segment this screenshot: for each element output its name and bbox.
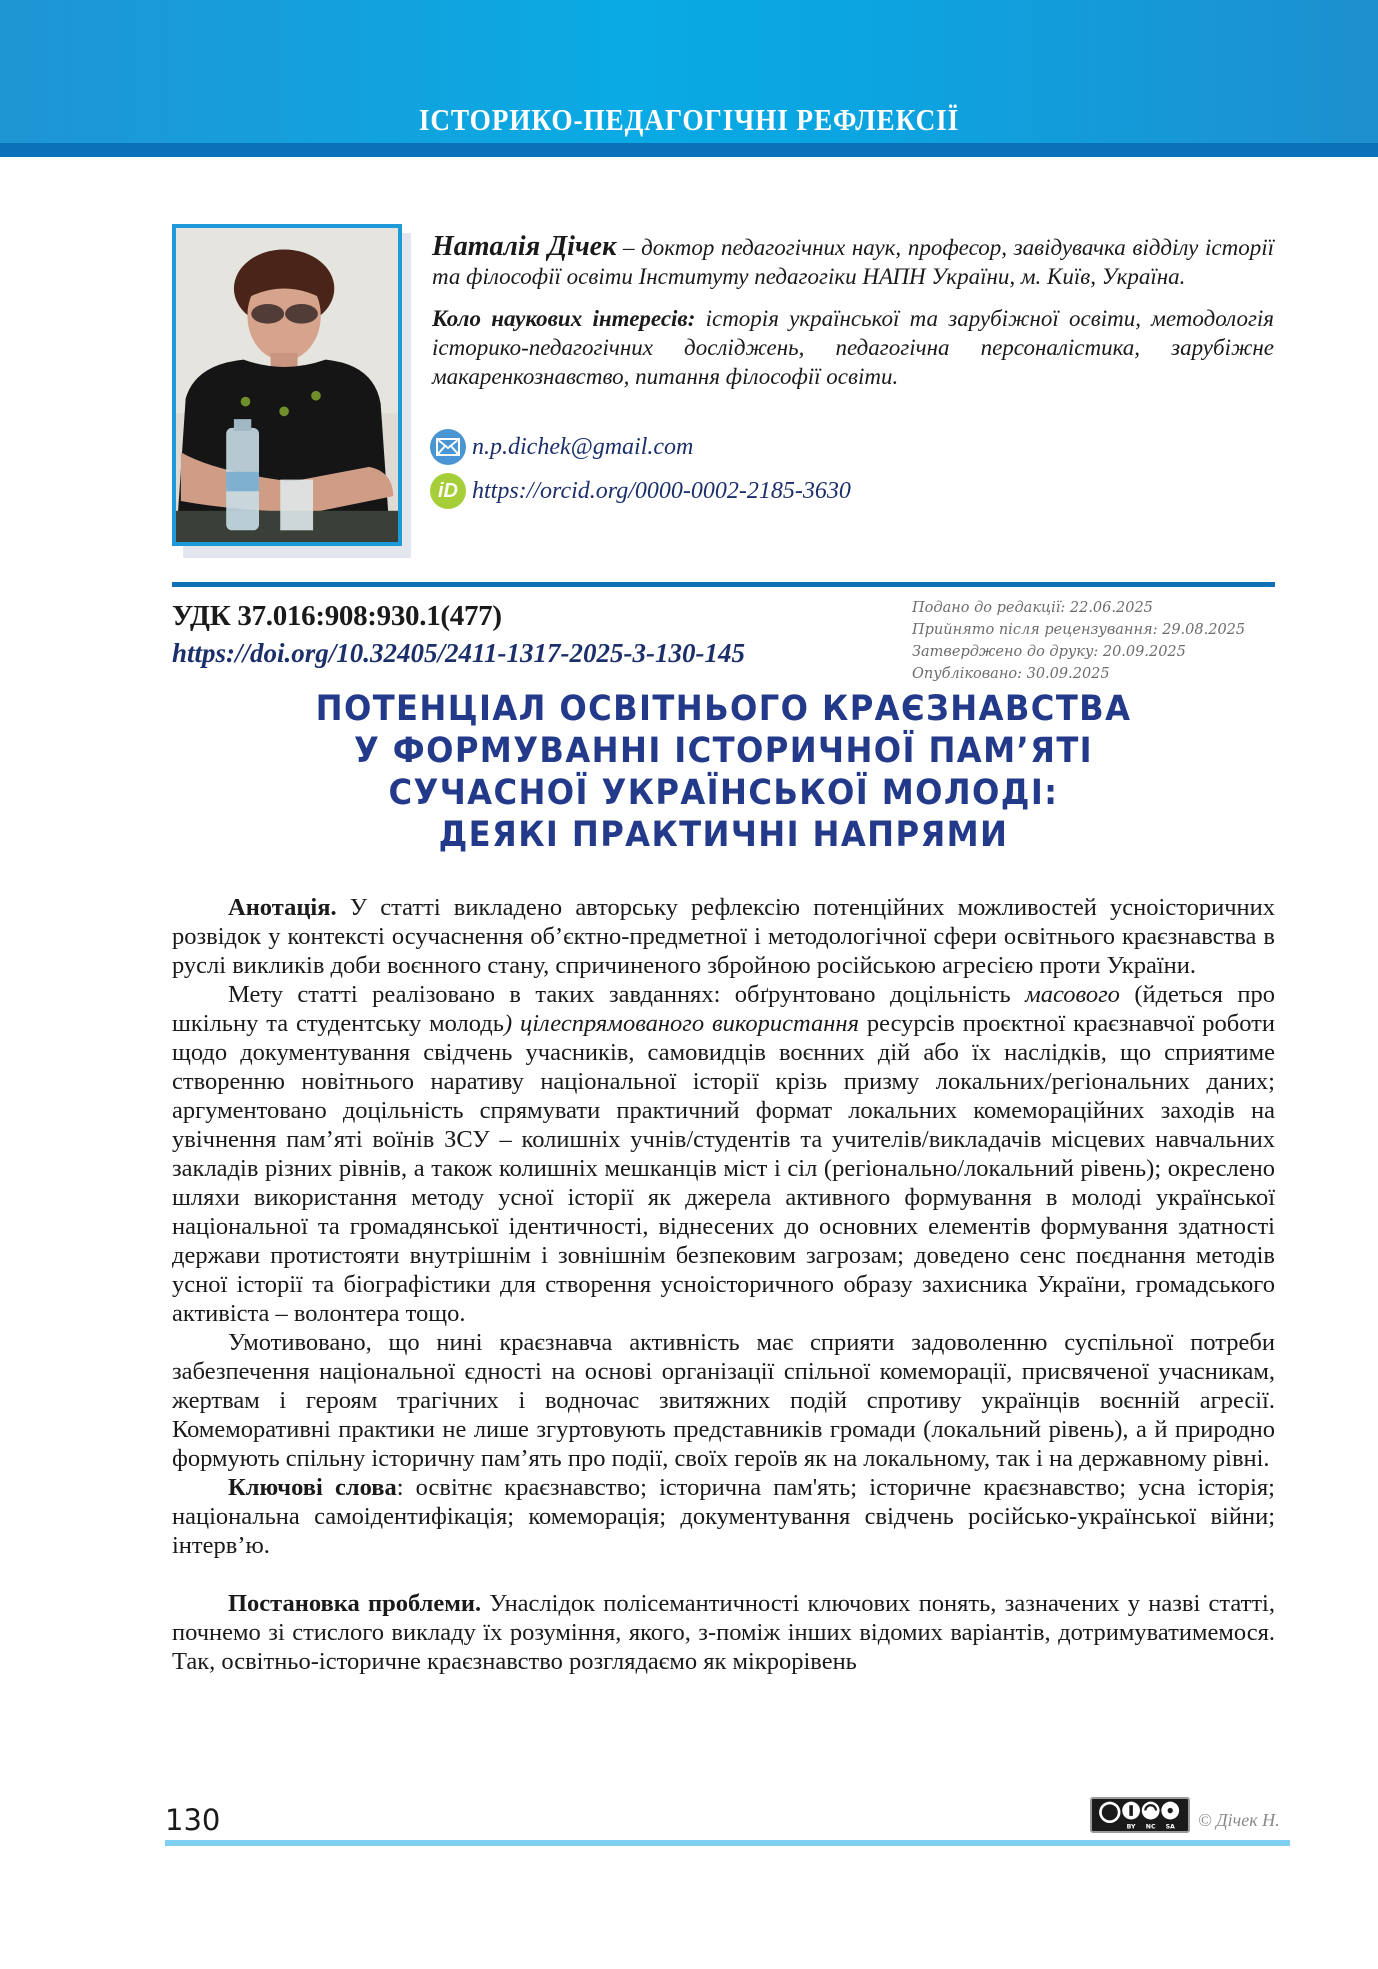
page-number: 130 bbox=[165, 1803, 221, 1837]
author-photo bbox=[172, 224, 402, 546]
publication-dates bbox=[912, 597, 1292, 685]
date-approved: Затверджено до друку: 20.09.2025 bbox=[912, 644, 1186, 660]
problem-text: Унаслідок полісемантичності ключових понять, зазначених у назві статті, почнемо зі стислого викладу їх розуміння, якого, з-поміж інших відомих варіантів, дотримуватимемося. Так, освітньо-історичне краєзнавство розглядаємо як мікрорівень bbox=[172, 1590, 1275, 1675]
interests-label: Коло наукових інтересів: bbox=[432, 306, 696, 331]
email-link[interactable]: n.p.dichek@gmail.com bbox=[472, 433, 694, 460]
author-photo-icon bbox=[176, 228, 398, 542]
section-divider bbox=[172, 582, 1275, 587]
license-sa: SA bbox=[1165, 1823, 1175, 1831]
keywords-text: : освітнє краєзнавство; історична пам'ять; історичне краєзнавство; усна історія; національна самоідентифікація; комеморація; документування свідчень російсько-української війни; інтерв’ю. bbox=[172, 1474, 1275, 1559]
footer-bar bbox=[165, 1840, 1290, 1846]
section-title: ІСТОРИКО-ПЕДАГОГІЧНІ РЕФЛЕКСІЇ bbox=[418, 102, 960, 137]
aims-text: ресурсів проєктної краєзнавчої роботи щодо документування свідчень учасників, самовидців воєнних дій або їх наслідків, що сприятиме створенню новітнього наративу національної історії крізь призму локальних/регіональних даних; аргументовано доцільність спрямувати практичний формат локальних комемораційних заходів на увічнення пам’яті воїнів ЗСУ – колишніх учнів/студентів та учителів/викладачів місцевих навчальних закладів різних рівнів, а також колишніх мешканців міст і сіл (регіонально/локальний рівень); окреслено шляхи використання методу усної історії як джерела активного формування в молоді української національної та громадянської ідентичності, віднесених до основних елементів формування здатності держави протистояти внутрішнім і зовнішнім безпековим загрозам; доведено сенс поєднання методів усної історії та біографістики для створення усноісторичного образу захисника України, громадського активіста – волонтера тощо. bbox=[172, 1010, 1275, 1327]
abstract-paragraph bbox=[172, 893, 1275, 980]
author-description: – доктор педагогічних наук, професор, завідувачка відділу історії та філософії освіти Інституту педагогіки НАПН України, м. Київ, Україна. bbox=[432, 235, 1274, 289]
orcid-icon: iD bbox=[430, 473, 466, 509]
cc-by-nc-sa-icon bbox=[1090, 1797, 1190, 1833]
title-line: ПОТЕНЦІАЛ ОСВІТНЬОГО КРАЄЗНАВСТВА bbox=[315, 689, 1132, 729]
date-reviewed: Прийнято після рецензування: 29.08.2025 bbox=[912, 622, 1246, 638]
author-info bbox=[432, 232, 1274, 391]
abstract-label: Анотація. bbox=[228, 894, 337, 921]
author-name: Наталія Дічек bbox=[432, 231, 617, 262]
aims-text: (йдеться про шкільну та студентську молодь bbox=[172, 981, 1275, 1037]
aims-text: Мету статті реалізовано в таких завданнях: обґрунтовано доцільність bbox=[228, 981, 1026, 1008]
problem-label: Постановка проблеми. bbox=[228, 1590, 482, 1617]
article-body bbox=[172, 893, 1275, 1676]
envelope-icon bbox=[430, 429, 466, 465]
abstract-text: У статті викладено авторську рефлексію потенційних можливостей усноісторичних розвідок у контексті осучаснення об’єктно-предметної і методологічної сфери освітнього краєзнавства в руслі викликів доби воєнного стану, спричиненого збройною російською агресією проти України. bbox=[172, 894, 1275, 979]
keywords-label: Ключові слова bbox=[228, 1474, 397, 1501]
keywords-paragraph bbox=[172, 1473, 1275, 1560]
interests-text: історія української та зарубіжної освіти, методологія історико-педагогічних досліджень, педагогічна персоналістика, зарубіжне макаренкознавство, питання філософії освіти. bbox=[432, 306, 1274, 389]
contact-email bbox=[430, 428, 693, 466]
orcid-link[interactable]: https://orcid.org/0000-0002-2185-3630 bbox=[472, 477, 851, 504]
doi-link[interactable]: https://doi.org/10.32405/2411-1317-2025-3-130-145 bbox=[172, 638, 745, 668]
date-published: Опубліковано: 30.09.2025 bbox=[912, 666, 1110, 682]
license-nc: NC bbox=[1145, 1823, 1156, 1831]
aims-emphasis: ) цілеспрямованого використання bbox=[503, 1010, 859, 1037]
udk-code: УДК 37.016:908:930.1(477) bbox=[172, 600, 502, 632]
problem-paragraph bbox=[172, 1589, 1275, 1676]
motivation-paragraph: Умотивовано, що нині краєзнавча активність має сприяти задоволенню суспільної потреби забезпечення національної єдності на основі організації спільної комеморації, присвяченої учасникам, жертвам і героям трагічних і водночас звитяжних подій спротиву українців воєнній агресії. Комеморативні практики не лише згуртовують представників громади (локальний рівень), а й природно формують спільну історичну пам’ять про події, своїх героїв як на локальному, так і на державному рівні. bbox=[172, 1329, 1275, 1472]
title-line: У ФОРМУВАННІ ІСТОРИЧНОЇ ПАМ’ЯТІ bbox=[353, 731, 1094, 771]
article-title bbox=[172, 688, 1275, 856]
aims-paragraph bbox=[172, 980, 1275, 1328]
copyright-notice: © Дічек Н. bbox=[1198, 1810, 1280, 1830]
aims-emphasis: масового bbox=[1025, 981, 1120, 1008]
date-submitted: Подано до редакції: 22.06.2025 bbox=[912, 600, 1153, 616]
title-line: ДЕЯКІ ПРАКТИЧНІ НАПРЯМИ bbox=[438, 815, 1009, 855]
header-strip bbox=[0, 143, 1378, 157]
license-by: BY bbox=[1126, 1823, 1136, 1831]
contact-orcid bbox=[430, 472, 851, 510]
title-line: СУЧАСНОЇ УКРАЇНСЬКОЇ МОЛОДІ: bbox=[388, 773, 1059, 813]
